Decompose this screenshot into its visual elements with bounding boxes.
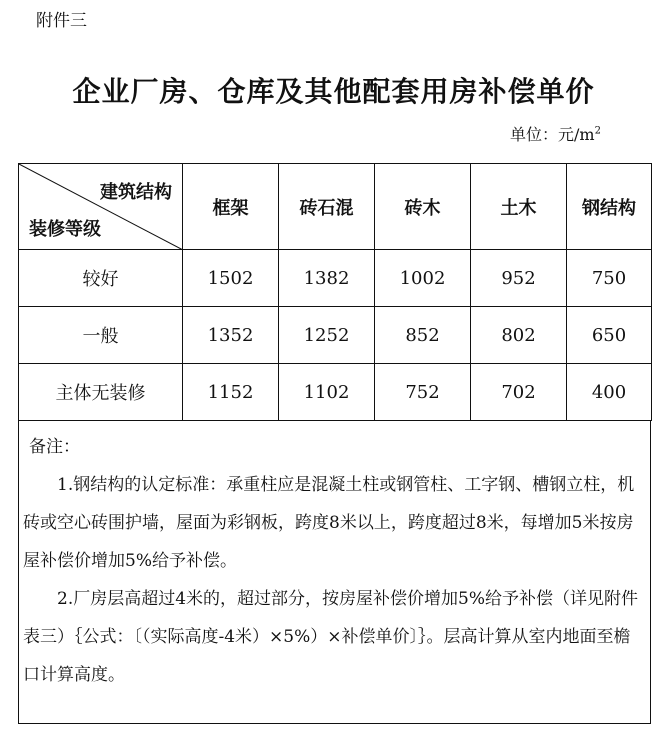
corner-bottom-label: 装修等级 — [29, 219, 101, 240]
notes-box — [18, 420, 651, 724]
unit-superscript: 2 — [594, 125, 601, 137]
table-cell: 1002 — [375, 250, 471, 307]
table-cell: 1152 — [183, 364, 279, 421]
row-label: 较好 — [19, 250, 183, 307]
column-header: 砖石混 — [279, 164, 375, 250]
table-cell: 1382 — [279, 250, 375, 307]
table-cell: 1502 — [183, 250, 279, 307]
table-cell: 650 — [567, 307, 652, 364]
table-cell: 1252 — [279, 307, 375, 364]
table-cell: 802 — [471, 307, 567, 364]
note-item-1: 1.钢结构的认定标准：承重柱应是混凝土柱或钢管柱、工字钢、槽钢立柱，机砖或空心砖围护墙，屋面为彩钢板，跨度8米以上，跨度超过8米，每增加5米按房屋补偿价增加5%给予补偿。 — [23, 475, 635, 571]
table-cell: 1102 — [279, 364, 375, 421]
column-header: 砖木 — [375, 164, 471, 250]
table-row — [19, 250, 652, 307]
unit-label — [510, 122, 601, 145]
table-row — [19, 307, 652, 364]
price-table — [18, 163, 652, 421]
attachment-label: 附件三 — [36, 11, 87, 31]
table-cell: 702 — [471, 364, 567, 421]
note-item-2: 2.厂房层高超过4米的，超过部分，按房屋补偿价增加5%给予补偿（详见附件表三）｛公式：〔（实际高度-4米）×5%）×补偿单价〕｝。层高计算从室内地面至檐口计算高度。 — [23, 589, 639, 685]
table-cell: 952 — [471, 250, 567, 307]
page-title: 企业厂房、仓库及其他配套用房补偿单价 — [72, 75, 595, 108]
table-row — [19, 364, 652, 421]
row-label: 主体无装修 — [19, 364, 183, 421]
table-header-row — [19, 164, 652, 250]
column-header: 土木 — [471, 164, 567, 250]
column-header: 框架 — [183, 164, 279, 250]
table-cell: 852 — [375, 307, 471, 364]
table-cell: 752 — [375, 364, 471, 421]
table-cell: 1352 — [183, 307, 279, 364]
column-header: 钢结构 — [567, 164, 652, 250]
notes-heading: 备注： — [29, 437, 80, 457]
table-cell: 400 — [567, 364, 652, 421]
unit-text: 单位：元/m — [510, 125, 595, 144]
corner-header-cell — [19, 164, 183, 250]
row-label: 一般 — [19, 307, 183, 364]
table-cell: 750 — [567, 250, 652, 307]
corner-top-label: 建筑结构 — [100, 182, 172, 203]
